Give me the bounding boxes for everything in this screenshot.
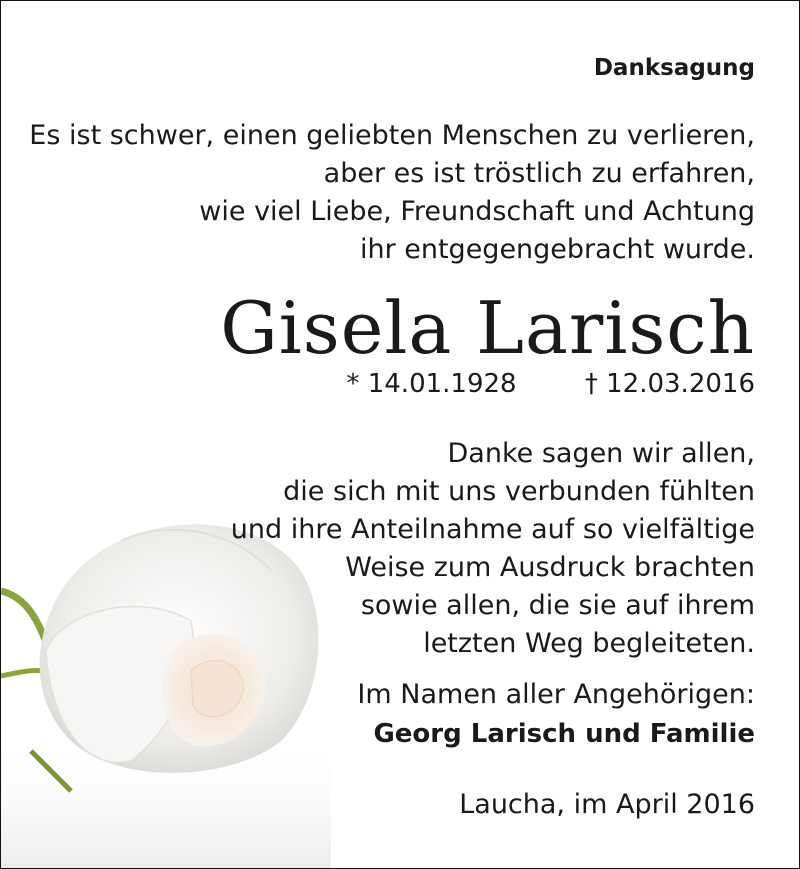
- poem-text: [29, 117, 755, 269]
- signature-intro: Im Namen aller Angehörigen:: [357, 679, 755, 710]
- deceased-name: Gisela Larisch: [220, 286, 755, 370]
- thanks-text: [231, 435, 755, 663]
- poem-line: aber es ist tröstlich zu erfahren,: [323, 158, 755, 189]
- poem-line: ihr entgegengebracht wurde.: [359, 234, 755, 265]
- thanks-line: Danke sagen wir allen,: [447, 438, 755, 469]
- heading-danksagung: Danksagung: [593, 55, 755, 81]
- thanks-line: Weise zum Ausdruck brachten: [345, 552, 755, 583]
- thanks-line: die sich mit uns verbunden fühlten: [283, 476, 755, 507]
- poem-line: Es ist schwer, einen geliebten Menschen zu verlieren,: [29, 120, 755, 151]
- life-dates: [346, 369, 755, 399]
- thanks-line: sowie allen, die sie auf ihrem: [360, 590, 755, 621]
- thanks-line: letzten Weg begleiteten.: [423, 628, 755, 659]
- poem-line: wie viel Liebe, Freundschaft und Achtung: [199, 196, 755, 227]
- signature-names: Georg Larisch und Familie: [373, 719, 755, 749]
- birth-date: * 14.01.1928: [346, 369, 517, 399]
- place-date: Laucha, im April 2016: [459, 789, 755, 820]
- thanks-line: und ihre Anteilnahme auf so vielfältige: [230, 514, 755, 545]
- death-date: † 12.03.2016: [584, 369, 755, 399]
